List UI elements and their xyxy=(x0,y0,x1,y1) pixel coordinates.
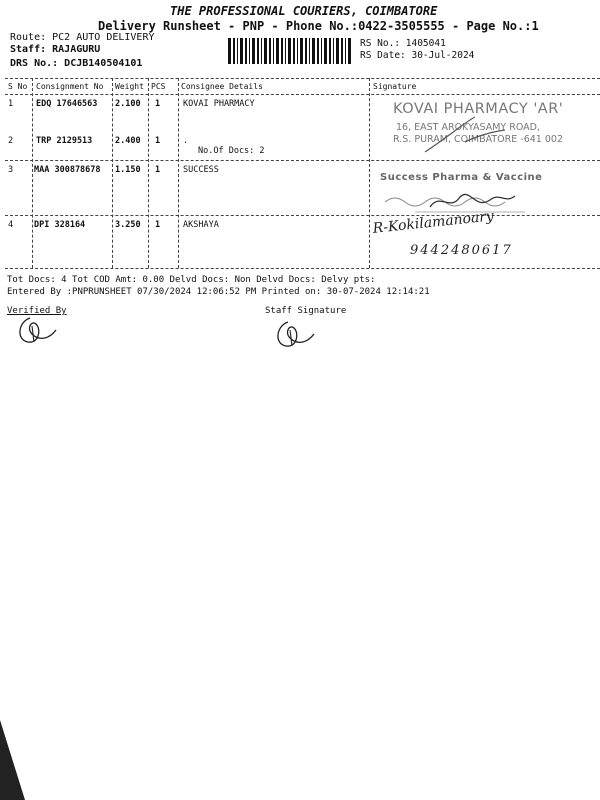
staff-signature xyxy=(268,316,323,351)
kovai-stamp-city: R.S. PURAM, COIMBATORE -641 002 xyxy=(393,134,563,145)
kovai-stamp-title: KOVAI PHARMACY 'AR' xyxy=(393,101,564,117)
docs-count: No.Of Docs: 2 xyxy=(198,146,265,156)
barcode-bar xyxy=(288,38,291,64)
barcode-bar xyxy=(336,38,339,64)
column-header-sno: S No xyxy=(8,82,28,91)
barcode-bar xyxy=(345,38,346,64)
barcode-bar xyxy=(324,38,327,64)
column-divider xyxy=(148,78,149,268)
barcode-bar xyxy=(312,38,315,64)
barcode-bar xyxy=(285,38,286,64)
barcode-bar xyxy=(261,38,262,64)
barcode-bar xyxy=(309,38,310,64)
column-divider xyxy=(369,78,370,268)
barcode-bar xyxy=(245,38,247,64)
weight-value: 1.150 xyxy=(115,165,141,175)
barcode-bar xyxy=(264,38,267,64)
pcs-value: 1 xyxy=(155,136,161,146)
column-header-consignment: Consignment No xyxy=(36,82,104,91)
table-row-sno: 2 xyxy=(8,136,14,146)
barcode-bar xyxy=(321,38,322,64)
barcode-bar xyxy=(276,38,279,64)
barcode-bar xyxy=(269,38,271,64)
barcode-icon xyxy=(228,38,352,64)
totals-line: Tot Docs: 4 Tot COD Amt: 0.00 Delvd Docs: Non Delvd Docs: Delvy pts: xyxy=(7,275,376,285)
rs-number: RS No.: 1405041 xyxy=(360,38,446,49)
table-row-sno: 1 xyxy=(8,99,14,109)
table-top-border xyxy=(5,78,600,79)
barcode-bar xyxy=(281,38,283,64)
barcode-bar xyxy=(233,38,235,64)
consignee-name: AKSHAYA xyxy=(183,220,219,230)
consignment-number: EDQ 17646563 xyxy=(36,99,98,109)
barcode-bar xyxy=(252,38,255,64)
rs-date: RS Date: 30-Jul-2024 xyxy=(360,50,475,61)
row1-signature-mark xyxy=(395,112,565,157)
barcode-bar xyxy=(333,38,334,64)
verified-signature xyxy=(10,312,65,347)
staff-signature-label: Staff Signature xyxy=(265,306,347,316)
scan-corner-mark xyxy=(0,700,30,800)
staff-label: Staff: RAJAGURU xyxy=(10,44,101,55)
consignment-number: DPI 328164 xyxy=(34,220,86,230)
column-divider xyxy=(178,78,179,268)
consignee-name: . xyxy=(183,136,189,146)
barcode-bar xyxy=(300,38,303,64)
runsheet-title: Delivery Runsheet - PNP - Phone No.:0422-3505555 - Page No.:1 xyxy=(98,19,539,33)
consignee-name: KOVAI PHARMACY xyxy=(183,99,255,109)
table-row-sno: 4 xyxy=(8,220,14,230)
column-divider xyxy=(112,78,113,268)
route-label: Route: PC2 AUTO DELIVERY xyxy=(10,32,155,43)
consignment-number: TRP 2129513 xyxy=(36,136,93,146)
barcode-bar xyxy=(240,38,243,64)
barcode-bar xyxy=(273,38,274,64)
barcode-bar xyxy=(249,38,250,64)
pcs-value: 1 xyxy=(155,220,161,230)
pcs-value: 1 xyxy=(155,165,161,175)
column-header-weight: Weight xyxy=(115,82,144,91)
barcode-bar xyxy=(305,38,307,64)
kovai-stamp-address: 16, EAST AROKYASAMY ROAD, xyxy=(396,122,540,133)
barcode-bar xyxy=(297,38,298,64)
consignment-number: MAA 300878678 xyxy=(34,165,101,175)
barcode-bar xyxy=(341,38,343,64)
barcode-bar xyxy=(237,38,238,64)
barcode-bar xyxy=(228,38,231,64)
column-divider xyxy=(32,78,33,268)
barcode-bar xyxy=(257,38,259,64)
weight-value: 3.250 xyxy=(115,220,141,230)
row4-signature-phone: 9442480617 xyxy=(410,243,513,258)
table-header-border xyxy=(5,94,600,95)
company-name: THE PROFESSIONAL COURIERS, COIMBATORE xyxy=(170,4,438,18)
verified-by-label: Verified By xyxy=(7,306,67,316)
weight-value: 2.100 xyxy=(115,99,141,109)
drs-number: DRS No.: DCJB140504101 xyxy=(10,58,143,69)
row4-signature-name: R-Kokilamanoary xyxy=(372,208,495,237)
weight-value: 2.400 xyxy=(115,136,141,146)
barcode-bar xyxy=(293,38,295,64)
entered-by-line: Entered By :PNPRUNSHEET 07/30/2024 12:06:52 PM Printed on: 30-07-2024 12:14:21 xyxy=(7,287,430,297)
table-bottom-border xyxy=(5,268,600,269)
column-header-signature: Signature xyxy=(373,82,417,91)
row-divider xyxy=(5,160,600,161)
barcode-bar xyxy=(329,38,331,64)
pcs-value: 1 xyxy=(155,99,161,109)
column-header-consignee: Consignee Details xyxy=(181,82,263,91)
table-row-sno: 3 xyxy=(8,165,14,175)
column-header-pcs: PCS xyxy=(151,82,166,91)
success-stamp: Success Pharma & Vaccine xyxy=(380,172,543,183)
consignee-name: SUCCESS xyxy=(183,165,219,175)
barcode-bar xyxy=(317,38,319,64)
barcode-bar xyxy=(348,38,351,64)
